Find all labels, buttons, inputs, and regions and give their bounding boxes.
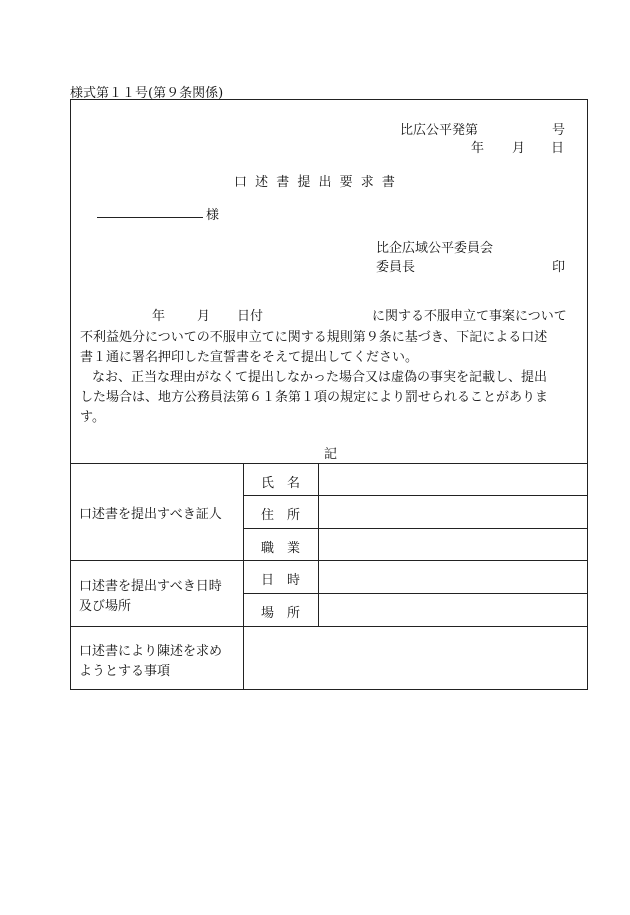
date-day-label: 日 [551, 141, 565, 156]
form-number-label: 様式第１１号(第９条関係) [70, 86, 224, 101]
matters-label: 口述書により陳述を求め [79, 644, 223, 659]
table-row-divider [243, 495, 588, 496]
document-number-prefix: 比広公平発第 [400, 123, 479, 138]
place-label: 場 所 [261, 606, 301, 621]
body-text-line: 不利益処分についての不服申立てに関する規則第９条に基づき、下記による口述 [80, 330, 548, 345]
table-column-divider [318, 463, 319, 626]
datetime-place-label: 口述書を提出すべき日時 [79, 579, 222, 594]
name-label: 氏 名 [261, 476, 301, 491]
date-month-label: 月 [512, 141, 526, 156]
table-row-divider [243, 593, 588, 594]
datetime-label: 日 時 [261, 573, 301, 588]
issuer-organization: 比企広域公平委員会 [376, 241, 494, 256]
witness-name-field[interactable] [320, 465, 586, 494]
witness-label: 口述書を提出すべき証人 [79, 507, 222, 522]
body-text-line: に関する不服申立て事案について [372, 309, 567, 324]
table-column-divider [243, 463, 244, 690]
datetime-field[interactable] [320, 562, 586, 592]
document-title: 口 述 書 提 出 要 求 書 [234, 175, 397, 190]
recipient-honorific: 様 [206, 208, 220, 223]
body-text-line: した場合は、地方公務員法第６１条第１項の規定により罰せられることがありま [80, 390, 549, 405]
body-text-line: す。 [80, 410, 105, 425]
table-row-divider [70, 626, 588, 627]
witness-address-field[interactable] [320, 497, 586, 527]
occupation-label: 職 業 [261, 541, 301, 556]
body-text-line: なお、正当な理由がなくて提出しなかった場合又は虚偽の事実を記載し、提出 [92, 370, 548, 385]
matters-label-continued: ようとする事項 [79, 664, 171, 679]
table-top-border [70, 463, 588, 464]
place-field[interactable] [320, 595, 586, 625]
issuer-title: 委員長 [376, 260, 416, 275]
document-number-suffix: 号 [552, 123, 566, 138]
date-year-label: 年 [471, 141, 485, 156]
seal-mark: 印 [552, 260, 566, 275]
table-row-divider [70, 560, 588, 561]
body-month-label: 月 [197, 309, 211, 324]
witness-occupation-field[interactable] [320, 530, 586, 559]
address-label: 住 所 [261, 508, 301, 523]
datetime-place-label-continued: 及び場所 [79, 599, 132, 614]
body-text-line: 書１通に署名押印した宣誓書をそえて提出してください。 [80, 350, 419, 365]
recipient-name-field[interactable] [97, 217, 203, 218]
body-date-label: 日付 [237, 309, 264, 324]
matters-field[interactable] [245, 628, 586, 688]
table-row-divider [243, 528, 588, 529]
body-year-label: 年 [152, 309, 166, 324]
notes-heading: 記 [324, 447, 338, 462]
